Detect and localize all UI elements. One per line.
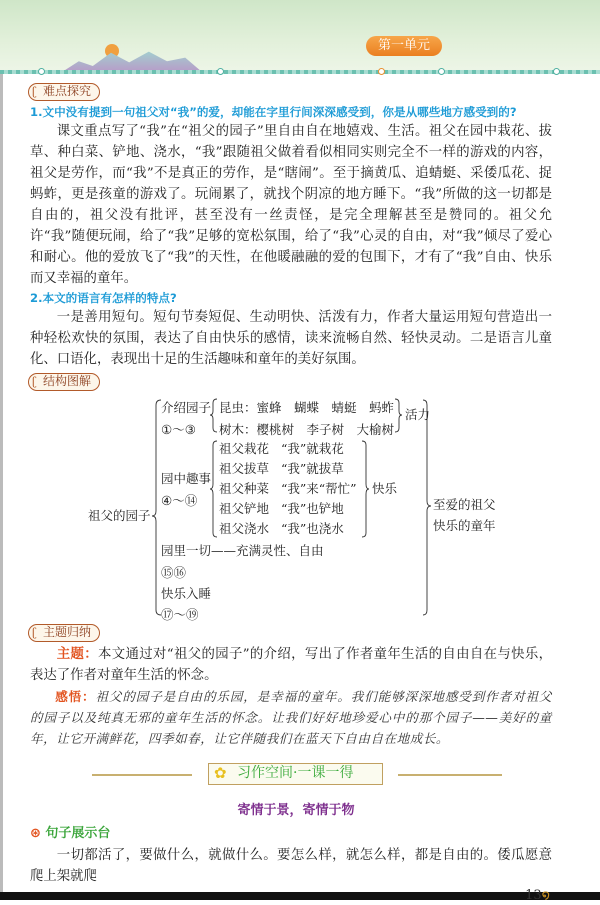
diagram-fun-row: 祖父拔草 “我”就拔草: [219, 461, 344, 476]
swirl-icon: ໑: [541, 888, 550, 903]
section-tag-theme: ʗ 主题归纳: [28, 624, 100, 642]
diagram-all: 园里一切——充满灵性、自由: [161, 543, 324, 558]
answer-1: 课文重点写了“我”在“祖父的园子”里自由自在地嬉戏、生活。祖父在园中栽花、拔草、种白菜、铲地、浇水，“我”跟随祖父做着看似相同实则完全不一样的游戏的内容，祖父是劳作，而“我”不是真正的劳作，是“瞎闹”。至于摘黄瓜、追蜻蜓、采倭瓜花、捉蚂蚱，更是孩童的游戏了。玩闹累了，就找个阴凉的地方睡下。“我”所做的这一切都是自由的，祖父没有批评，甚至没有一丝责怪，是完全理解甚至是赞同的。祖父允许“我”随便玩闹，给了“我”足够的宽松氛围，给了“我”心灵的自由，对“我”倾尽了爱心和耐心。他的爱放飞了“我”的天性，在他暖融融的爱的包围下，才有了“我”自由、快乐而又幸福的童年。: [30, 124, 552, 286]
content-column: [30, 80, 552, 905]
theme-key: 主题：: [56, 647, 99, 662]
theme-paragraph: 主题：本文通过对“祖父的园子”的介绍，写出了作者童年生活的自由自在与快乐，表达了作者对童年生活的怀念。: [30, 647, 552, 683]
diagram-joy: 快乐: [372, 481, 398, 496]
insight-key: 感悟：: [55, 689, 96, 704]
diagram-insects: 昆虫：蜜蜂 蝴蝶 蜻蜓 蚂蚱: [219, 400, 395, 415]
flower-icon: ✿: [214, 764, 227, 782]
diagram-all-range: ⑮⑯: [161, 565, 187, 580]
diagram-trees: 树木：樱桃树 李子树 大榆树: [219, 422, 395, 437]
diagram-summary-1: 至爱的祖父: [433, 497, 496, 512]
diagram-sleep: 快乐入睡: [161, 586, 212, 601]
diagram-vitality: 活力: [405, 407, 431, 422]
section-tag-difficult: ʗ 难点探究: [28, 83, 100, 101]
unit-badge: 第一单元: [366, 36, 442, 56]
answer-2: 一是善用短句。短句节奏短促、生动明快、活泼有力，作者大量运用短句营造出一种轻松欢快的氛围，表达了自由快乐的感情，读来流畅自然、轻快灵动。二是语言儿童化、口语化，表现出十足的生活趣味和童年的美好氛围。: [30, 310, 552, 367]
section-tag-structure: ʗ 结构图解: [28, 373, 100, 391]
writing-banner-area: [30, 749, 552, 801]
diagram-fun-row: 祖父铲地 “我”也铲地: [219, 501, 344, 516]
diagram-fun: 园中趣事: [161, 471, 212, 486]
diagram-sleep-range: ⑰～⑲: [161, 607, 199, 622]
diagram-fun-row: 祖父栽花 “我”就栽花: [219, 441, 344, 456]
diagram-fun-row: 祖父种菜 “我”来“帮忙”: [219, 481, 357, 496]
structure-diagram: [30, 395, 552, 621]
question-1: 1.文中没有提到一句祖父对“我”的爱，却能在字里行间深深感受到，你是从哪些地方感受到的?: [30, 105, 517, 119]
writing-banner: ✿ 习作空间·一课一得: [208, 763, 383, 785]
diagram-fun-row: 祖父浇水 “我”也浇水: [219, 521, 344, 536]
banner-line-left: [92, 774, 192, 776]
brace-intro: [210, 399, 217, 432]
diagram-intro: 介绍园子: [161, 400, 212, 415]
brace-fun-right: [362, 441, 369, 537]
diagram-summary-2: 快乐的童年: [433, 518, 496, 533]
question-2: 2.本文的语言有怎样的特点?: [30, 291, 177, 305]
brace-summary: [423, 400, 431, 615]
diagram-fun-range: ④～⑭: [161, 493, 198, 508]
writing-title: 寄情于景，寄情于物: [237, 803, 355, 818]
showcase-text: 一切都活了，要做什么，就做什么。要怎么样，就怎么样，都是自由的。倭瓜愿意爬上架就爬: [30, 848, 552, 884]
diagram-root: 祖父的园子: [88, 508, 151, 523]
banner-line-right: [398, 774, 502, 776]
brace-root: [152, 400, 161, 615]
sentence-showcase-label: ⊛ 句子展示台: [30, 826, 111, 841]
brace-intro-right: [395, 399, 402, 432]
brace-fun: [210, 441, 217, 537]
page-number: 13໑: [525, 888, 550, 903]
bullet-icon: ⊛: [30, 826, 46, 841]
diagram-intro-range: ①～③: [161, 422, 196, 437]
insight-paragraph: 感悟：祖父的园子是自由的乐园，是幸福的童年。我们能够深深地感受到作者对祖父的园子以及纯真无邪的童年生活的怀念。让我们好好地珍爱心中的那个园子——美好的童年，让它开满鲜花，四季如春，让它伴随我们在蓝天下自由自在地成长。: [30, 689, 553, 746]
